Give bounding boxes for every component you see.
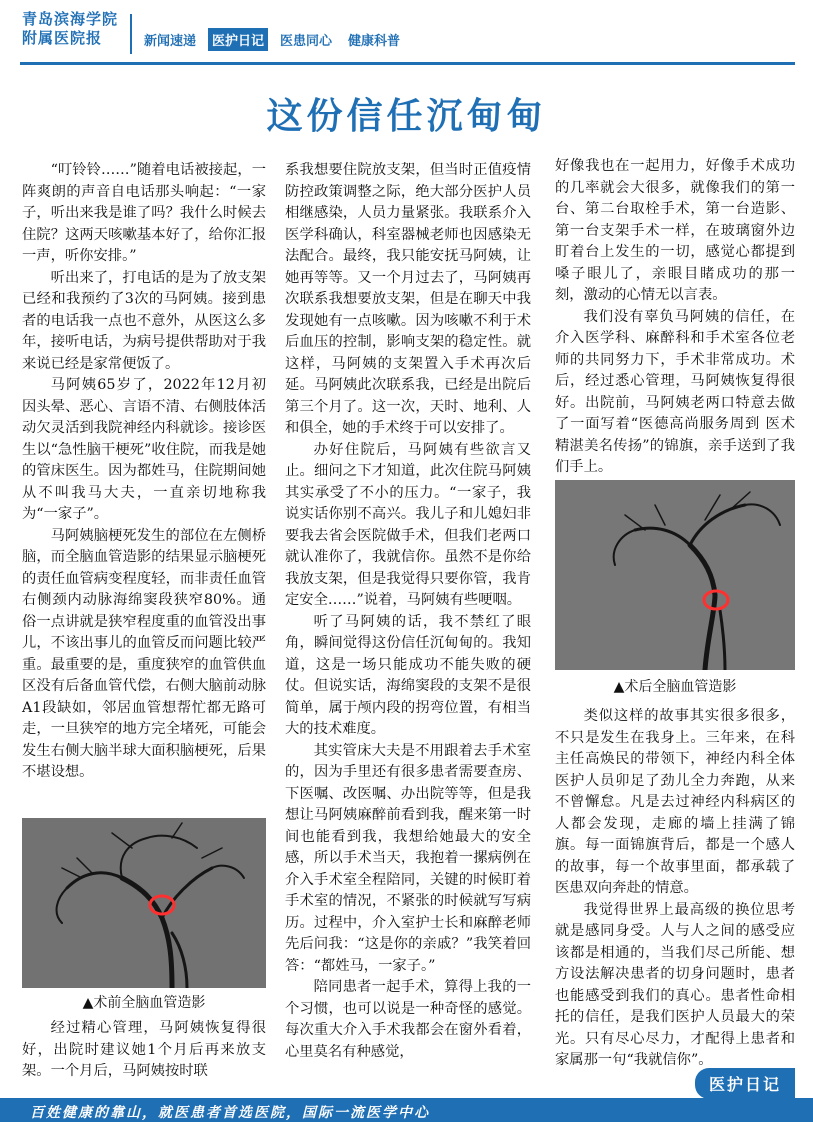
column-3-bottom xyxy=(555,706,795,1072)
column-3 xyxy=(555,156,795,479)
column-1-bottom xyxy=(22,1018,266,1083)
paragraph: 我觉得世界上最高级的换位思考就是感同身受。人与人之间的感受应该都是相通的，当我们尽己所能、想方设法解决患者的切身问题时，患者也能感受到我们的真心。患者性命相托的信任，是我们医护人员最大的荣光。只有尽心尽力，才配得上患者和家属那一句“我就信你”。 xyxy=(555,901,795,1068)
preop-angiogram-image xyxy=(22,818,266,988)
paragraph: 听了马阿姨的话，我不禁红了眼角，瞬间觉得这份信任沉甸甸的。我知道，这是一场只能成功不能失败的硬仗。但说实话，海绵窦段的支架不是很简单，属于颅内段的拐弯位置，有相当大的技术难度。 xyxy=(285,613,531,737)
masthead xyxy=(0,0,813,64)
paragraph: 我们没有辜负马阿姨的信任，在介入医学科、麻醉科和手术室各位老师的共同努力下，手术非常成功。术后，经过悉心管理，马阿姨恢复得很好。出院前，马阿姨老两口特意去做了一面写着“医德高尚服务周到 医术精湛美名传扬”的锦旗，亲手送到了我们手上。 xyxy=(555,308,795,475)
section-tag: 医护日记 xyxy=(695,1068,795,1099)
postop-caption: ▲术后全脑血管造影 xyxy=(613,679,737,695)
footer xyxy=(0,1092,813,1126)
paragraph: 办好住院后，马阿姨有些欲言又止。细问之下才知道，此次住院马阿姨其实承受了不小的压力。“一家子，我说实话你别不高兴。我儿子和儿媳妇非要我去省会医院做手术，但我们老两口就认准你了，我就信你。虽然不是你给我放支架，但是我觉得只要你管，我肯定安全……”说着，马阿姨有些哽咽。 xyxy=(285,441,531,608)
paragraph: 陪同患者一起手术，算得上我的一个习惯，也可以说是一种奇怪的感觉。每次重大介入手术我都会在窗外看着，心里莫名有种感觉， xyxy=(285,979,531,1060)
paragraph: 系我想要住院放支架，但当时正值疫情防控政策调整之际，绝大部分医护人员相继感染，人员力量紧张。我联系介入医学科确认，科室器械老师也因感染无法配合。最终，我只能安抚马阿姨，让她再等等。又一个月过去了，马阿姨再次联系我想要放支架，但是在聊天中我发现她有一点咳嗽。因为咳嗽不利于术后血压的控制，影响支架的稳定性。就这样，马阿姨的支架置入手术再次后延。马阿姨此次联系我，已经是出院后第三个月了。这一次，天时、地利、人和俱全，她的手术终于可以安排了。 xyxy=(285,162,531,436)
nav-nursing-diary[interactable]: 医护日记 xyxy=(208,28,268,51)
newspaper-logo xyxy=(22,10,118,48)
paragraph: 好像我也在一起用力，好像手术成功的几率就会大很多，就像我们的第一台、第二台取栓手术，第一台造影、第一台支架手术一样，在玻璃窗外边盯着台上发生的一切，感觉心都提到嗓子眼儿了，亲眼目睹成功的那一刻，激动的心情无以言表。 xyxy=(555,158,795,303)
logo-line1: 青岛滨海学院 xyxy=(22,10,119,28)
article-title: 这份信任沉甸甸 xyxy=(266,95,547,137)
postop-angiogram-image xyxy=(555,480,795,670)
nav-health-science[interactable]: 健康科普 xyxy=(348,34,401,49)
paragraph: 经过精心管理，马阿姨恢复得很好，出院时建议她1个月后再来放支架。一个月后，马阿姨按时联 xyxy=(22,1020,266,1079)
paragraph: 听出来了，打电话的是为了放支架已经和我预约了3次的马阿姨。接到患者的电话我一点也不意外，从医这么多年，接听电话，为病号提供帮助对于我来说已经是家常便饭了。 xyxy=(22,269,266,372)
column-1 xyxy=(22,160,266,784)
nav-doctor-patient[interactable]: 医患同心 xyxy=(280,34,333,49)
footer-slogan: 百姓健康的靠山，就医患者首选医院，国际一流医学中心 xyxy=(30,1105,430,1121)
preop-caption: ▲术前全脑血管造影 xyxy=(82,995,206,1011)
logo-line2: 附属医院报 xyxy=(22,29,103,47)
masthead-rule xyxy=(20,62,795,65)
paragraph: 其实管床大夫是不用跟着去手术室的，因为手里还有很多患者需要查房、下医嘱、改医嘱、办出院等等，但是我想让马阿姨麻醉前看到我，醒来第一时间也能看到我，我想给她最大的安全感，所以手术当天，我抱着一摞病例在介入手术室全程陪同，关键的时候盯着手术室的情况，不紧张的时候就写写病历。过程中，介入室护士长和麻醉老师先后问我：“这是你的亲戚？”我笑着回答：“都姓马，一家子。” xyxy=(285,742,531,974)
section-nav xyxy=(140,28,404,51)
paragraph: 类似这样的故事其实很多很多，不只是发生在我身上。三年来，在科主任高焕民的带领下，神经内科全体医护人员卯足了劲儿全力奔跑，从来不曾懈怠。凡是去过神经内科病区的人都会发现，走廊的墙上挂满了锦旗。每一面锦旗背后，都是一个感人的故事，每一个故事里面，都承载了医患双向奔赴的情意。 xyxy=(555,708,795,896)
paragraph: “叮铃铃……”随着电话被接起，一阵爽朗的声音自电话那头响起：“一家子，听出来我是谁了吗？我什么时候去住院？这两天咳嗽基本好了，给你汇报一声，听你安排。” xyxy=(22,162,266,264)
masthead-divider xyxy=(130,14,132,54)
paragraph: 马阿姨脑梗死发生的部位在左侧桥脑，而全脑血管造影的结果显示脑梗死的责任血管病变程度轻，而非责任血管右侧颈内动脉海绵窦段狭窄80%。通俗一点讲就是狭窄程度重的血管没出事儿，不该出事儿的血管反而问题比较严重。最重要的是，重度狭窄的血管供血区没有后备血管代偿，右侧大脑前动脉A1段缺如，邻居血管想帮忙都无路可走，一旦狭窄的地方完全堵死，可能会发生右侧大脑半球大面积脑梗死，后果不堪设想。 xyxy=(22,527,266,780)
paragraph: 马阿姨65岁了，2022年12月初因头晕、恶心、言语不清、右侧肢体活动欠灵活到我院神经内科就诊。接诊医生以“急性脑干梗死”收住院，而我是她的管床医生。因为都姓马，住院期间她从不叫我马大夫，一直亲切地称我为“一家子”。 xyxy=(22,377,266,522)
column-2 xyxy=(285,160,531,1063)
nav-news[interactable]: 新闻速递 xyxy=(144,34,197,49)
